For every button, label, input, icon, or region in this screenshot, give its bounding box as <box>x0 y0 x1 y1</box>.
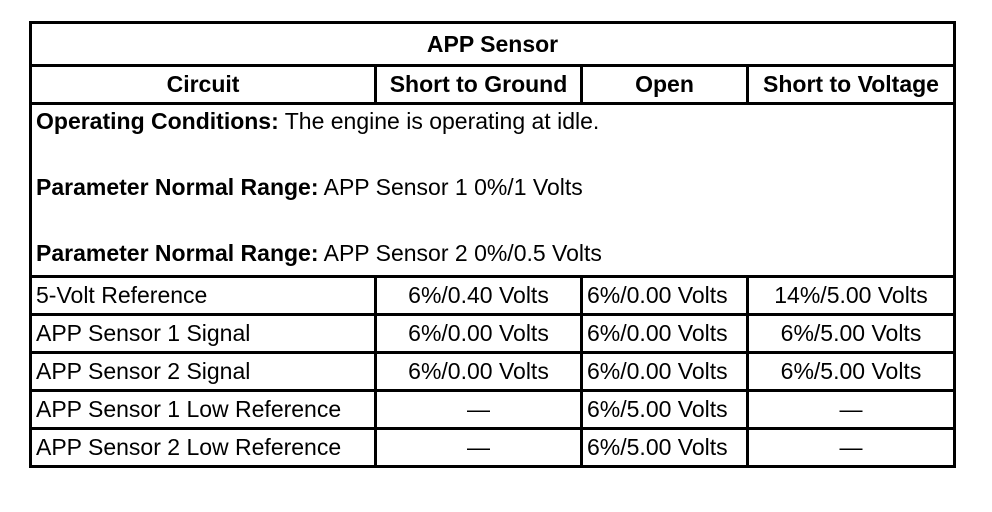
conditions-cell <box>31 104 955 277</box>
open-cell: 6%/0.00 Volts <box>582 315 748 353</box>
short-to-voltage-cell: 14%/5.00 Volts <box>748 277 955 315</box>
short-to-voltage-cell: — <box>748 391 955 429</box>
open-cell: 6%/0.00 Volts <box>582 277 748 315</box>
header-row <box>31 66 955 104</box>
condition-range-2 <box>36 237 949 270</box>
conditions-row <box>31 104 955 277</box>
circuit-cell: APP Sensor 1 Low Reference <box>31 391 376 429</box>
short-to-voltage-cell: 6%/5.00 Volts <box>748 353 955 391</box>
table-row <box>31 315 955 353</box>
short-to-ground-cell: 6%/0.00 Volts <box>376 315 582 353</box>
table-row <box>31 429 955 467</box>
condition-text: APP Sensor 1 0%/1 Volts <box>318 174 583 200</box>
short-to-voltage-cell: 6%/5.00 Volts <box>748 315 955 353</box>
condition-operating <box>36 105 949 138</box>
header-circuit: Circuit <box>31 66 376 104</box>
circuit-cell: APP Sensor 2 Signal <box>31 353 376 391</box>
table-row <box>31 277 955 315</box>
open-cell: 6%/5.00 Volts <box>582 429 748 467</box>
table-title: APP Sensor <box>31 23 955 66</box>
open-cell: 6%/0.00 Volts <box>582 353 748 391</box>
condition-text: APP Sensor 2 0%/0.5 Volts <box>318 240 602 266</box>
short-to-ground-cell: — <box>376 391 582 429</box>
header-short-to-voltage: Short to Voltage <box>748 66 955 104</box>
header-short-to-ground: Short to Ground <box>376 66 582 104</box>
circuit-cell: APP Sensor 2 Low Reference <box>31 429 376 467</box>
condition-range-1 <box>36 171 949 204</box>
short-to-voltage-cell: — <box>748 429 955 467</box>
circuit-cell: 5-Volt Reference <box>31 277 376 315</box>
short-to-ground-cell: — <box>376 429 582 467</box>
condition-label: Operating Conditions: <box>36 108 279 134</box>
app-sensor-table <box>29 21 956 468</box>
condition-text: The engine is operating at idle. <box>278 108 600 134</box>
circuit-cell: APP Sensor 1 Signal <box>31 315 376 353</box>
condition-label: Parameter Normal Range: <box>36 240 319 266</box>
short-to-ground-cell: 6%/0.40 Volts <box>376 277 582 315</box>
table-row <box>31 391 955 429</box>
short-to-ground-cell: 6%/0.00 Volts <box>376 353 582 391</box>
header-open: Open <box>582 66 748 104</box>
table-row <box>31 353 955 391</box>
open-cell: 6%/5.00 Volts <box>582 391 748 429</box>
table-title-row <box>31 23 955 66</box>
condition-label: Parameter Normal Range: <box>36 174 319 200</box>
